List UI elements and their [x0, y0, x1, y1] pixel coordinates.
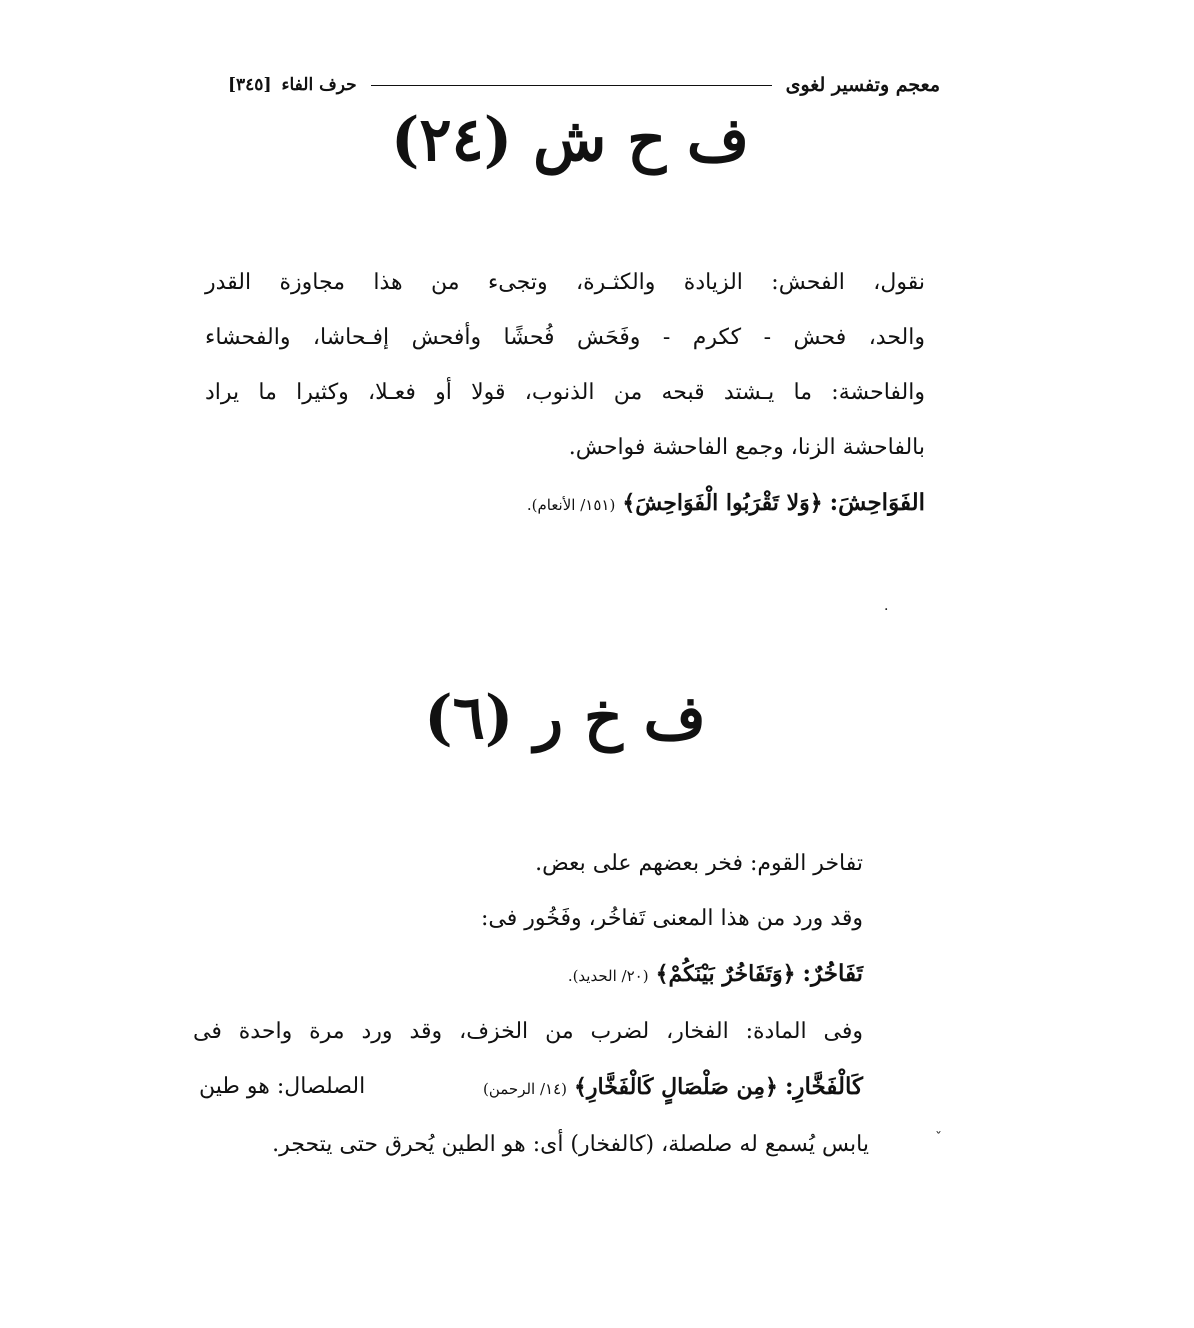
running-header [228, 70, 940, 100]
body-line: يابس يُسمع له صلصلة، (كالفخار) أى: هو الطين يُحرق حتى يتحجر. [272, 1132, 869, 1157]
citation-group [483, 1059, 863, 1117]
chapter-title: حرف الفاء [281, 75, 357, 95]
stray-mark: ˇ [935, 1130, 942, 1146]
page-number: [٣٤٥] [228, 75, 272, 95]
entry-title-fahash: ف ح ش (٢٤) [390, 105, 750, 175]
body-line: وقد ورد من هذا المعنى تَفاخُر، وفَخُور فى: [481, 906, 863, 931]
quran-verse: ﴿مِن صَلْصَالٍ كَالْفَخَّارِ﴾ [574, 1074, 778, 1100]
verse-reference: (١٤/ الرحمن) [482, 1080, 568, 1098]
body-line: والحد، فحش - ككرم - وفَحَش فُحشًا وأفحش إفـحاشا، والفحشاء [205, 325, 925, 350]
entry-body-fahash [205, 255, 925, 533]
body-line: تفاخر القوم: فخر بعضهم على بعض. [535, 851, 863, 876]
quran-verse: ﴿وَتَفَاخُرٌ بَيْنَكُمْ﴾ [655, 961, 796, 987]
quran-citation [199, 1059, 863, 1117]
quran-citation [205, 475, 925, 533]
verse-reference: (١٥١/ الأنعام). [526, 496, 616, 514]
quran-citation [205, 946, 863, 1004]
verse-reference: (٢٠/ الحديد). [567, 967, 649, 985]
headword: كَالْفَخَّارِ: [784, 1073, 863, 1100]
entry-body-fakhar [193, 836, 869, 1172]
body-line: والفاحشة: ما يـشتد قبحه من الذنوب، قولا أو فعـلا، وكثيرا ما يراد [205, 380, 925, 405]
headword: الفَوَاحِشَ: [829, 489, 925, 516]
quran-verse: ﴿وَلا تَقْرَبُوا الْفَوَاحِشَ﴾ [622, 490, 823, 516]
header-rule [371, 85, 772, 86]
body-text: الصلصال: هو طين [199, 1074, 366, 1099]
headword: تَفَاخُرٌ: [802, 960, 863, 987]
body-line: وفى المادة: الفخار، لضرب من الخزف، وقد ورد مرة واحدة فى [193, 1019, 863, 1044]
body-line: بالفاحشة الزنا، وجمع الفاحشة فواحش. [568, 435, 925, 460]
book-title: معجم وتفسير لغوى [785, 74, 940, 96]
stray-mark: · [884, 602, 889, 618]
entry-title-fakhar: ف خ ر (٦) [424, 683, 706, 753]
body-line: نقول، الفحش: الزيادة والكثـرة، وتجىء من هذا مجاوزة القدر [205, 270, 925, 295]
